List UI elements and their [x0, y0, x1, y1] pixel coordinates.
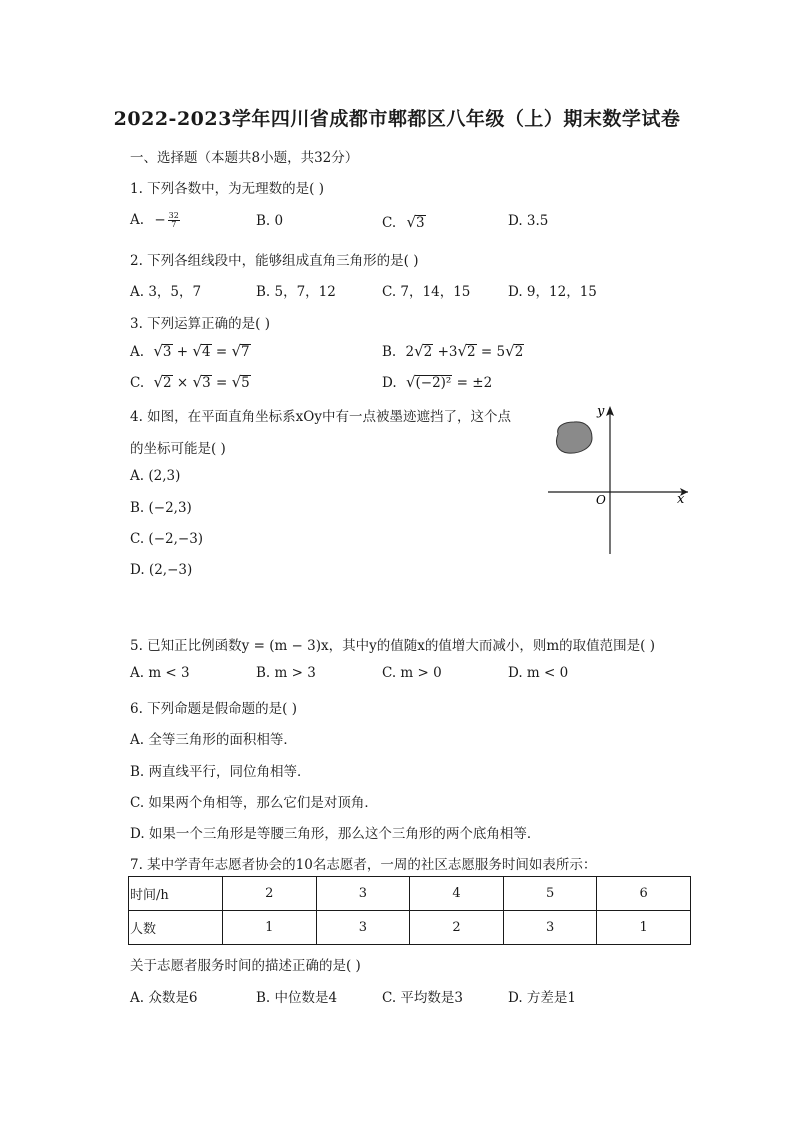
q5-option-c: C. m > 0	[382, 665, 442, 681]
q6-option-d: D. 如果一个三角形是等腰三角形，那么这个三角形的两个底角相等．	[130, 826, 541, 842]
radicand: 5	[241, 375, 250, 391]
q6-stem: 6. 下列命题是假命题的是( )	[130, 701, 297, 717]
operator: +	[176, 344, 189, 360]
q1-option-a-label: A.	[130, 212, 145, 228]
q3-option-b	[382, 342, 524, 360]
q3-option-c-label: C.	[130, 375, 145, 391]
radicand: 3	[162, 344, 172, 360]
q4-option-c: C. (−2,−3)	[130, 531, 204, 547]
table-cell: 3	[316, 877, 410, 911]
radicand: 7	[241, 344, 250, 360]
q6-option-a: A. 全等三角形的面积相等．	[130, 732, 297, 748]
q1-option-a-numerator: 32	[168, 211, 179, 220]
table-cell: 3	[503, 911, 597, 945]
sqrt-symbol: √	[192, 342, 202, 360]
sqrt-symbol: √	[153, 342, 163, 360]
table-cell: 6	[597, 877, 691, 911]
q1-stem: 1. 下列各数中，为无理数的是( )	[130, 181, 324, 197]
q7-question: 关于志愿者服务时间的描述正确的是( )	[130, 958, 361, 974]
q7-stem: 7. 某中学青年志愿者协会的10名志愿者，一周的社区志愿服务时间如表所示：	[130, 857, 597, 873]
sqrt-symbol: √	[153, 373, 163, 391]
operator: ×	[176, 375, 189, 391]
table-cell: 3	[316, 911, 410, 945]
q7-option-d: D. 方差是1	[508, 990, 577, 1006]
radicand: 2	[423, 344, 433, 360]
q1-option-c	[382, 213, 426, 231]
y-axis-label: y	[597, 404, 605, 419]
q5-option-b: B. m > 3	[256, 665, 316, 681]
q7-option-b: B. 中位数是4	[256, 990, 338, 1006]
q4-option-a: A. (2,3)	[130, 468, 181, 484]
table-cell: 5	[503, 877, 597, 911]
table-cell: 1	[223, 911, 317, 945]
table-cell: 时间/h	[129, 877, 223, 911]
coordinate-plane-figure	[540, 400, 710, 560]
table-row	[129, 911, 691, 945]
q3-option-d-label: D.	[382, 375, 397, 391]
q2-option-b: B. 5，7，12	[256, 284, 336, 300]
q7-option-a: A. 众数是6	[130, 990, 198, 1006]
operator: +3	[437, 344, 458, 360]
sqrt-symbol: √	[405, 373, 416, 391]
table-cell: 1	[597, 911, 691, 945]
table-cell: 人数	[129, 911, 223, 945]
radicand: 2	[467, 344, 476, 360]
q6-option-c: C. 如果两个角相等，那么它们是对顶角．	[130, 795, 378, 811]
q1-option-c-radicand: 3	[416, 215, 425, 231]
sqrt-symbol: √	[406, 213, 416, 231]
q1-option-a-fraction	[168, 212, 180, 229]
service-time-table	[128, 876, 691, 945]
radicand: 4	[201, 344, 211, 360]
q1-option-a	[130, 212, 180, 229]
sqrt-symbol: √	[231, 373, 242, 391]
ink-blot	[556, 422, 592, 453]
q4-stem-line1: 4. 如图，在平面直角坐标系xOy中有一点被墨迹遮挡了，这个点	[130, 409, 511, 425]
q5-option-a: A. m < 3	[130, 665, 190, 681]
q3-option-d	[382, 373, 492, 391]
radicand: 2	[163, 375, 172, 391]
equals: =	[215, 344, 228, 360]
q2-option-d: D. 9，12，15	[508, 284, 597, 300]
radicand: (−2)²	[415, 375, 452, 391]
sqrt-symbol: √	[192, 373, 203, 391]
origin-label: O	[596, 493, 606, 507]
q5-stem: 5. 已知正比例函数y = (m − 3)x，其中y的值随x的值增大而减小，则m的取值范围是( )	[130, 638, 655, 654]
q6-option-b: B. 两直线平行，同位角相等．	[130, 764, 311, 780]
q1-option-d: D. 3.5̇	[508, 213, 549, 229]
q7-option-c: C. 平均数是3	[382, 990, 464, 1006]
q1-option-a-denominator: 7	[171, 220, 177, 229]
q3-option-a	[130, 342, 251, 360]
q1-option-c-label: C.	[382, 215, 397, 231]
q5-option-d: D. m < 0	[508, 665, 569, 681]
equals: =	[215, 375, 228, 391]
table-cell: 4	[410, 877, 504, 911]
x-axis-label: x	[677, 492, 685, 507]
q3-option-a-label: A.	[130, 344, 145, 360]
q3-option-b-label: B.	[382, 344, 397, 360]
q1-option-b: B. 0	[256, 213, 284, 229]
q4-stem-line2: 的坐标可能是( )	[130, 441, 226, 457]
sqrt-symbol: √	[231, 342, 242, 360]
radicand: 3	[202, 375, 211, 391]
page-title: 2022-2023学年四川省成都市郫都区八年级（上）期末数学试卷	[113, 108, 681, 130]
sqrt-symbol: √	[414, 342, 424, 360]
sqrt-symbol: √	[457, 342, 468, 360]
coefficient: 2	[405, 344, 415, 360]
section-heading: 一、选择题（本题共8小题，共32分）	[130, 150, 359, 166]
equals: = 5	[480, 344, 506, 360]
equals: = ±2	[456, 375, 493, 391]
q1-option-a-minus: −	[154, 212, 166, 228]
table-row	[129, 877, 691, 911]
q4-option-d: D. (2,−3)	[130, 562, 193, 578]
q4-option-b: B. (−2,3)	[130, 500, 192, 516]
q3-option-c	[130, 373, 251, 391]
q3-stem: 3. 下列运算正确的是( )	[130, 316, 270, 332]
radicand: 2	[514, 344, 524, 360]
table-cell: 2	[223, 877, 317, 911]
q2-stem: 2. 下列各组线段中，能够组成直角三角形的是( )	[130, 253, 419, 269]
sqrt-symbol: √	[505, 342, 515, 360]
q2-option-c: C. 7，14，15	[382, 284, 471, 300]
table-cell: 2	[410, 911, 504, 945]
q2-option-a: A. 3，5，7	[130, 284, 202, 300]
